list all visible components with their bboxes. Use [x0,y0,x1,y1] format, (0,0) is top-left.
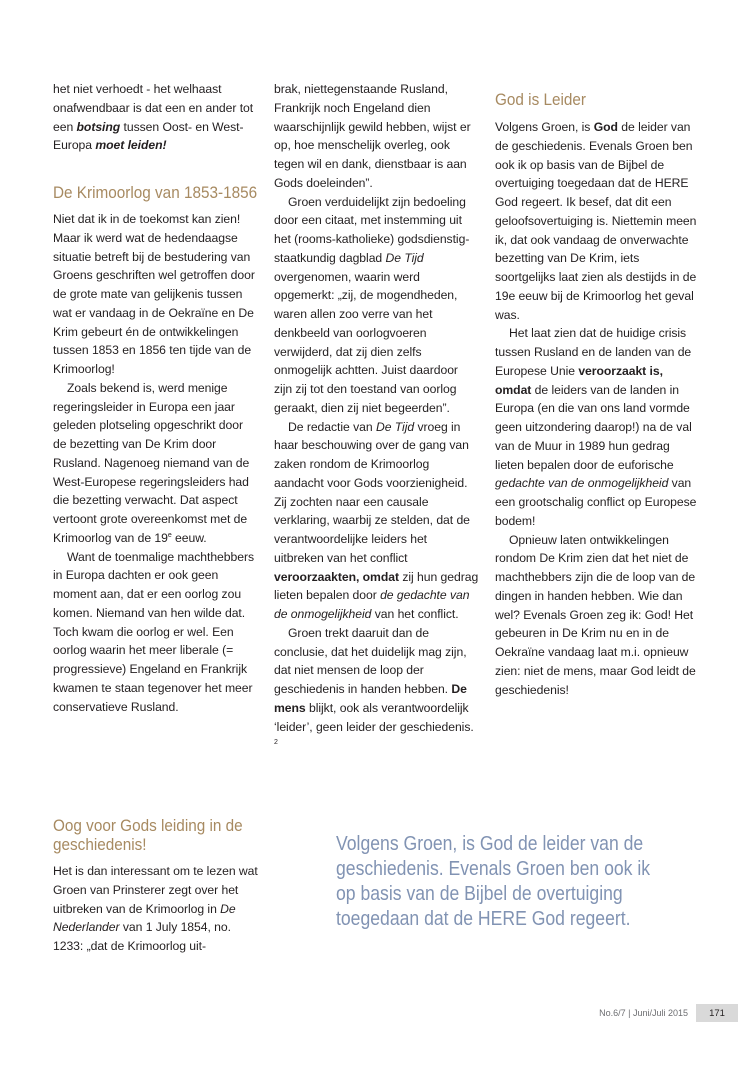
text: Groen verduidelijkt zijn bedoeling door een citaat, met instemming uit het (rooms-katholieke) godsdienstig-staatkundig dagblad [274,194,470,265]
italic-text: de gedachte van de onmogelijkheid [274,588,470,621]
column-2 [274,80,479,755]
paragraph [53,379,258,548]
text: van een grootschalig conflict op Europese bodem! [495,476,697,528]
text: De redactie van [288,419,376,434]
paragraph: brak, niettegenstaande Rusland, Frankrijk noch Engeland dien waarschijnlijk gewild hebben, wijst er op, hoe menschelijk overleg, ook tegen wil en dank, dienstbaar is aan Gods doeleinden”. [274,82,471,190]
pull-quote: Volgens Groen, is God de leider van de geschiedenis. Evenals Groen ben ook ik op basis van de Bijbel de overtuiging toegedaan dat de HERE God regeert. [336,833,651,930]
italic-text: De Tijd [375,419,415,434]
section-heading-oog-voor-gods-leiding: Oog voor Gods leiding in de geschiedenis! [53,816,243,854]
italic-text: De Tijd [385,250,424,265]
section-heading-god-is-leider: God is Leider [495,90,587,109]
section-heading-krimoorlog: De Krimoorlog van 1853-1856 [53,183,258,202]
issue-label: No.6/7 | Juni/Juli 2015 [599,1008,688,1018]
paragraph: Niet dat ik in de toekomst kan zien! Maar ik werd wat de hedendaagse situatie betreft bij de bestudering van Groens geschriften wel getroffen door de grote mate van gelijkenis tussen wat er vandaag in de Oekraïne en De Krim gebeurt én de ontwikkelingen tussen 1853 en 1856 ten tijde van de Krimoorlog! [53,212,255,376]
footnote-marker: 2 [274,739,278,747]
text: blijkt, ook als verantwoordelijk ‘leider’, geen leider der geschiedenis. [274,700,474,734]
text: van het conflict. [371,607,459,621]
text: overgenomen, waarin werd opgemerkt: „zij, de mogendheden, waren allen zoo verre van het denkbeeld van oorlogvoeren verwijderd, dat zij dien zelfs onmogelijk achtten. Juist daardoor zijn zij tot den toestand van oorlog geraakt, dien zij niet begeerden”. [274,269,458,415]
column-4 [53,862,258,956]
column-3 [495,118,700,699]
bold-text: God [593,120,618,134]
paragraph [53,862,258,956]
text: Zoals bekend is, werd menige regeringsleider in Europa een jaar geleden plotseling opgeschrikt door de bezetting van De Krim door Rusland. Nagenoeg niemand van de West-Europese regeringsleiders had die bezetting verwacht. Dat aspect vertoont grote overeenkomst met de Krimoorlog van de 19 [53,380,250,545]
column-1-body [53,210,258,716]
superscript: e [167,531,172,539]
page-number: 171 [696,1004,738,1022]
text: tussen Oost- en West-Europa [53,119,244,153]
text: de leiders van de landen in Europa (en die van ons land vormde geen uitzondering daarop!) na de val van de Muur in 1989 hun gedrag lieten bepalen door de euforische [495,382,692,472]
paragraph [495,118,700,324]
text: vroeg in haar beschouwing over de gang van zaken rondom de Krimoorlog aandacht voor Gods voorzienigheid. Zij zochten naar een causale verklaring, waarbij ze stelden, dat de verantwoordelijke leiders het uitbreken van het conflict [274,419,470,565]
column-1 [53,80,258,155]
italic-text: gedachte van de onmogelijkheid [495,476,669,491]
italic-text: De Nederlander [53,901,236,935]
text: van 1 July 1854, no. 1233: „dat de Krimoorlog uit- [53,920,231,953]
paragraph [495,324,700,530]
page-footer [560,1004,738,1022]
text: Het is dan interessant om te lezen wat Groen van Prinsterer zegt over het uitbreken van de Krimoorlog in [53,864,258,916]
text: het niet verhoedt - het welhaast onafwendbaar is dat een en ander tot een [53,82,254,134]
bold-text: veroorzaakt is, omdat [495,363,663,397]
paragraph: Want de toenmalige machthebbers in Europa dachten er ook geen moment aan, dat er een oorlog zou komen. Niemand van hen wilde dat. Toch kwam die oorlog er wel. Een oorlog waarin het meer liberale (= progressieve) Engeland en Frankrijk kwamen te staan tegenover het meer conservatieve Rusland. [53,549,255,714]
text: Volgens Groen, is [495,120,594,134]
text: Groen trekt daaruit dan de conclusie, dat het duidelijk mag zijn, dat niet mensen de loop der geschiedenis in handen hebben. [274,625,467,696]
text: eeuw. [171,530,207,545]
emphasis-text: moet leiden! [95,138,167,153]
emphasis-text: botsing [76,119,121,134]
paragraph [53,80,258,155]
paragraph [274,624,479,755]
text: Het laat zien dat de huidige crisis tussen Rusland en de landen van de Europese Unie [495,326,692,378]
text: de leider van de geschiedenis. Evenals Groen ben ook ik op basis van de Bijbel de overtuiging toegedaan dat de HERE God regeert. Ik besef, dat dit een geloofsovertuiging is. Niettemin meen ik, dat ook vandaag de onverwachte bezetting van De Krim, iets soortgelijks laat zien als destijds in de 19e eeuw bij de Krimoorlog het geval was. [495,120,697,322]
text: zij hun gedrag lieten bepalen door [274,569,479,603]
bold-text: veroorzaakten, omdat [274,569,399,584]
paragraph [274,193,479,418]
paragraph [274,418,479,624]
paragraph: Opnieuw laten ontwikkelingen rondom De Krim zien dat het niet de machthebbers zijn die de loop van de dingen in handen hebben. Wie dan wel? Evenals Groen zeg ik: God! Het gebeuren in De Krim nu en in de Oekraïne vandaag laat m.i. opnieuw zien: niet de mens, maar God leidt de geschiedenis! [495,532,696,697]
bold-text: De mens [274,682,467,715]
